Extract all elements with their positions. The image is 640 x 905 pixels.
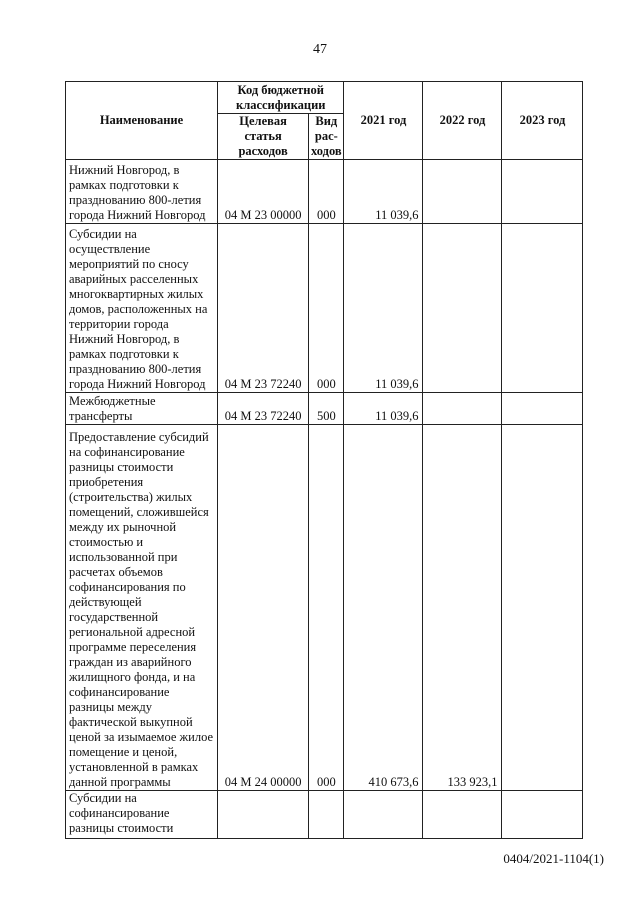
budget-table <box>65 81 583 839</box>
row-value-2021: 410 673,6 <box>344 425 423 791</box>
row-target-article: 04 М 24 00000 <box>218 425 309 791</box>
header-year-2023: 2023 год <box>502 82 583 160</box>
row-value-2023 <box>502 425 583 791</box>
table-row <box>66 425 583 791</box>
row-target-article: 04 М 23 72240 <box>218 224 309 393</box>
page-number: 47 <box>313 42 327 57</box>
row-expense-kind <box>309 791 344 839</box>
row-name: Субсидии на софинансирование разницы стоимости <box>66 791 218 839</box>
row-value-2021 <box>344 791 423 839</box>
table-row <box>66 791 583 839</box>
document-registration-code: 0404/2021-1104(1) <box>503 851 604 866</box>
table-row <box>66 393 583 425</box>
header-expense-kind: Вид рас-ходов <box>309 114 344 160</box>
row-target-article: 04 М 23 72240 <box>218 393 309 425</box>
row-name: Предоставление субсидий на софинансирование разницы стоимости приобретения (строительства) жилых помещений, сложившейся между их рыночной стоимостью и использованной при расчетах объемов софинансирования по действующей государственной региональной адресной программе переселения граждан из аварийного жилищного фонда, и на софинансирование разницы между фактической выкупной ценой за изымаемое жилое помещение и ценой, установленной в рамках данной программы <box>66 425 218 791</box>
row-value-2021: 11 039,6 <box>344 160 423 224</box>
row-value-2023 <box>502 160 583 224</box>
table-row <box>66 224 583 393</box>
row-expense-kind: 000 <box>309 160 344 224</box>
row-expense-kind: 000 <box>309 425 344 791</box>
row-expense-kind: 500 <box>309 393 344 425</box>
row-value-2022 <box>423 224 502 393</box>
row-name: Нижний Новгород, в рамках подготовки к празднованию 800-летия города Нижний Новгород <box>66 160 218 224</box>
row-value-2022 <box>423 791 502 839</box>
row-expense-kind: 000 <box>309 224 344 393</box>
row-value-2022 <box>423 160 502 224</box>
row-value-2021: 11 039,6 <box>344 224 423 393</box>
row-target-article: 04 М 23 00000 <box>218 160 309 224</box>
header-budget-code: Код бюджетной классификации <box>218 82 344 114</box>
row-value-2021: 11 039,6 <box>344 393 423 425</box>
header-target-article: Целевая статья расходов <box>218 114 309 160</box>
header-year-2021: 2021 год <box>344 82 423 160</box>
row-name: Межбюджетные трансферты <box>66 393 218 425</box>
row-value-2023 <box>502 224 583 393</box>
header-name: Наименование <box>66 82 218 160</box>
header-year-2022: 2022 год <box>423 82 502 160</box>
row-name: Субсидии на осуществление мероприятий по сносу аварийных расселенных многоквартирных жилых домов, расположенных на территории города Нижний Новгород, в рамках подготовки к празднованию 800-летия города Нижний Новгород <box>66 224 218 393</box>
row-value-2023 <box>502 791 583 839</box>
row-value-2023 <box>502 393 583 425</box>
row-value-2022: 133 923,1 <box>423 425 502 791</box>
row-value-2022 <box>423 393 502 425</box>
row-target-article <box>218 791 309 839</box>
table-row <box>66 160 583 224</box>
